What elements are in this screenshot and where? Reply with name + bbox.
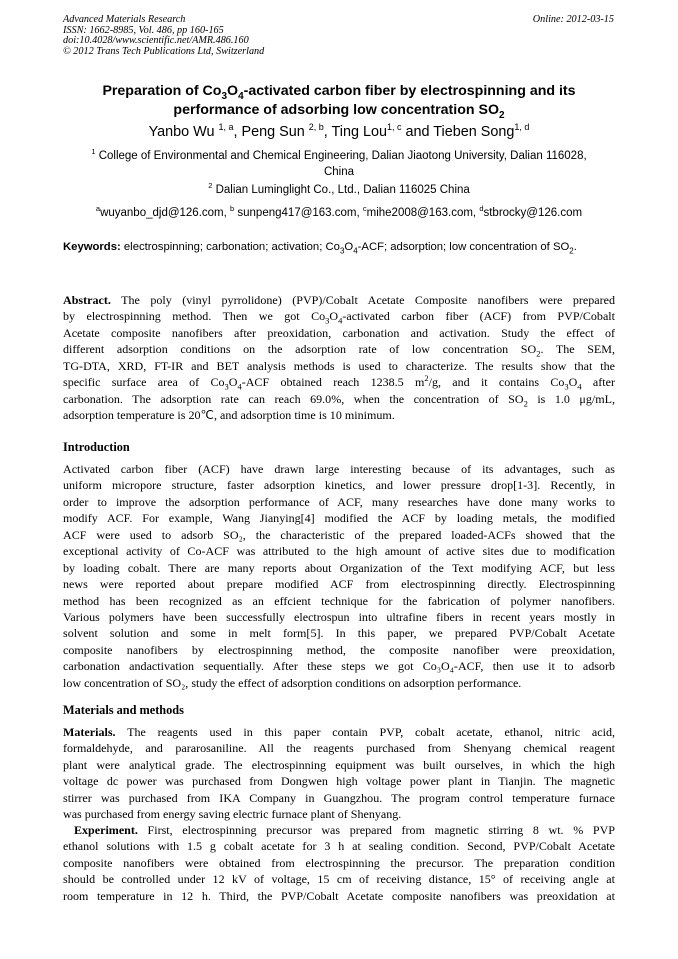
author: Peng Sun $^{2, b}$, [241,122,332,140]
author: Yanbo Wu $^{1, a}$, [148,122,242,140]
doi-line: doi:10.4028/www.scientific.net/AMR.486.160 [63,35,249,47]
affiliation-1: $^1$ College of Environmental and Chemical Engineering, Dalian Jiaotong University, Dalian 116028, China [91,147,587,178]
methods-heading: Materials and methods [63,703,184,717]
author: Ting Lou$^{1, c}$ and [331,122,434,140]
journal-header [63,15,393,57]
materials-paragraph: Materials. The reagents used in this paper contain PVP, cobalt acetate, ethanol, nitric acid, formaldehyde, and pararosaniline. All the reagents purchased from Shenyang chemical reagent plant were analytical grade. The electrospinning equipment was built ourselves, in which the high voltage dc power was purchased from Dongwen high voltage power plant in Tianjin. The magnetic stirrer was purchased from IKA Company in Guangzhou. The program control temperature furnace was purchased from energy saving electric furnace plant of Shenyang. [63,725,615,822]
abstract-label: Abstract. [63,293,111,307]
author: Tieben Song$^{1, d}$ [433,122,530,140]
keywords: Keywords: electrospinning; carbonation; activation; $Co_3O_4$-ACF; adsorption; low concentration of $SO_2$. [63,241,577,256]
issn-line: ISSN: 1662-8985, Vol. 486, pp 160-165 [63,24,224,36]
online-date: Online: 2012-03-15 [532,14,614,25]
email-link[interactable]: stbrocky@126.com [483,207,583,219]
abstract: Abstract. The poly (vinyl pyrrolidone) (PVP)/Cobalt Acetate Composite nanofibers were prepared by electrospinning method. Then we got $Co_3O_4$-activated carbon fiber (ACF) from PVP/Cobalt Acetate composite nanofibers after preoxidation, carbonation and activation. Study the effect of different adsorption conditions on the adsorption rate of low concentration $SO_2$. The SEM, TG-DTA, XRD, FT-IR and BET analysis methods is used to characterize. The results show that the specific surface area of $Co_3O_4$-ACF obtained reach 1238.5 $m^2/g$, and it contains $Co_3O_4$ after carbonation. The adsorption rate can reach 69.0%, when the concentration of $SO_2$ is 1.0 μg/mL, adsorption temperature is 20℃, and adsorption time is 10 minimum. [63,293,616,423]
experiment-paragraph: Experiment. First, electrospinning precursor was prepared from magnetic stirring 8 wt. % PVP ethanol solutions with 1.5 g cobalt acetate for 3 h at sealing condition. Second, PVP/Cobalt Acetate composite nanofibers were obtained from electrospinning the precursor. The preparation condition should be controlled under 12 kV of voltage, 15 cm of receiving distance, 15° of receiving angle at room temperature in 12 h. Third, the PVP/Cobalt Acetate composite nanofibers was preoxidation at [63,823,615,903]
email-link[interactable]: sunpeng417@163.com, [234,207,363,219]
experiment-label: Experiment. [74,823,138,837]
author-emails: $^a$wuyanbo_djd@126.com, $^b$ sunpeng417@163.com, $^c$mihe2008@163.com, $^d$stbrocky@126.com [95,204,583,219]
paper-title: Preparation of $Co_3O_4$-activated carbon fiber by electrospinning and its performance of adsorbing low concentration $SO_2$ [102,83,576,121]
materials-label: Materials. [63,725,116,739]
affiliation-2: $^2$ Dalian Luminglight Co., Ltd., Dalian 116025 China [208,181,470,196]
author-list [60,123,618,141]
introduction-heading: Introduction [63,440,130,454]
copyright-line: © 2012 Trans Tech Publications Ltd, Switzerland [63,45,265,57]
email-link[interactable]: wuyanbo_djd@126.com, [100,207,231,219]
introduction-body: Activated carbon fiber (ACF) have drawn large interesting because of its advantages, such as uniform micropore structure, faster adsorption kinetics, and lower pressure drop[1-3]. Recently, in order to improve the adsorption performance of ACF, many researches have done many works to modify ACF. For example, Wang Jianying[4] modified the ACF by loading metals, the modified ACF were used to adsorb SO₂, the characteristic of the prepared loaded-ACFs showed that the exceptional activity of Co-ACF was attributed to the high amount of active sites due to modification by loading cobalt. There are many reports about Organization of the Text modifying ACF, but less news were reported about prepare modified ACF from electrospinning directly. Electrospinning method has been recognized as an effcient technique for the fabrication of polymer nanofibers. Various polymers have been successfully electrospun into ultrafine fibers in recent years mostly in solvent solution and some in melt form[5]. In this paper, we prepared PVP/Cobalt Acetate composite nanofibers by electrospinning method, the composite nanofiber were preoxidation, carbonation andactivation sequentially. After these steps we got Co₃O₄-ACF, then use it to adsorb low concentration of SO₂, study the effect of adsorption conditions on adsorption performance. [63,462,615,690]
journal-name: Advanced Materials Research [63,14,186,25]
keywords-label: Keywords: [63,241,121,253]
email-link[interactable]: mihe2008@163.com, [366,207,480,219]
